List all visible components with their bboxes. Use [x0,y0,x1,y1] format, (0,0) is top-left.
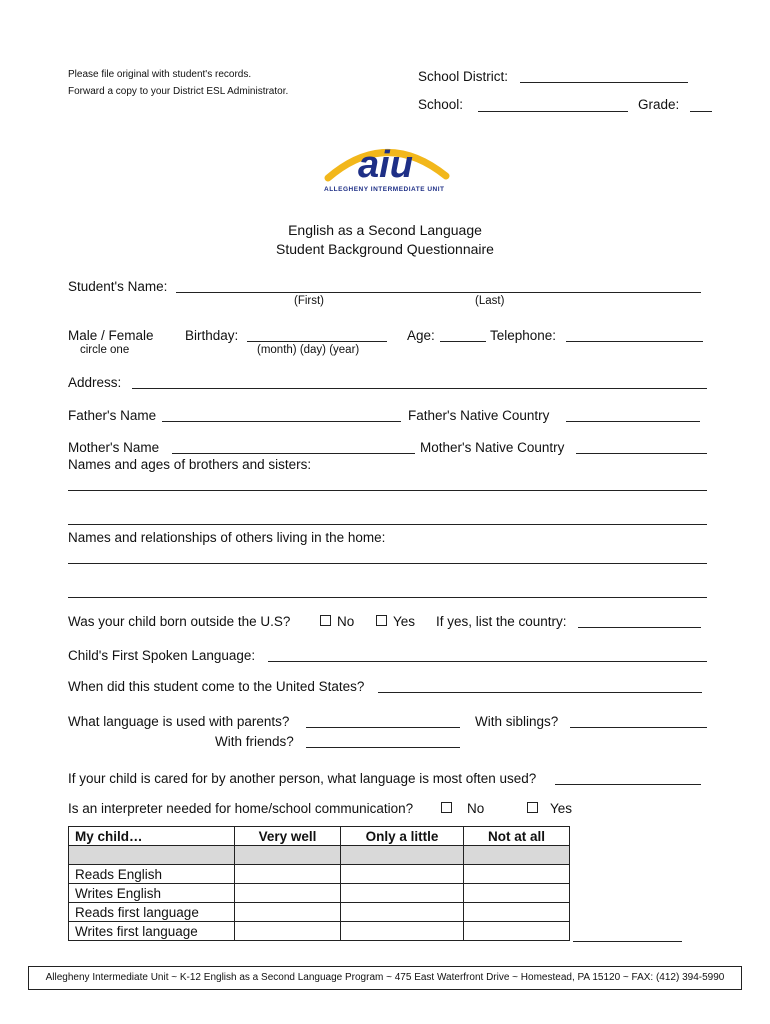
row-label: Reads first language [69,903,235,922]
table-row [69,865,570,884]
table-header-row [69,827,570,846]
born-outside-yes[interactable] [376,614,415,629]
table-cell[interactable] [464,903,570,922]
no-label: No [337,614,355,629]
table-cell[interactable] [464,884,570,903]
first-name-hint: (First) [294,295,325,307]
table-cell[interactable] [235,884,341,903]
father-country-label: Father's Native Country [408,408,550,423]
school-label: School: [418,97,464,112]
first-language-label: Child's First Spoken Language: [68,648,256,663]
address-label: Address: [68,375,122,390]
student-name-field[interactable] [176,292,701,293]
interpreter-yes[interactable] [527,801,572,816]
age-label: Age: [407,328,435,343]
caretaker-language-field[interactable] [555,784,701,785]
table-cell[interactable] [235,903,341,922]
checkbox-icon[interactable] [527,802,538,813]
grade-field[interactable] [690,111,712,112]
if-yes-country-label: If yes, list the country: [436,614,567,629]
telephone-field[interactable] [566,341,703,342]
siblings-field-1[interactable] [68,490,707,491]
birthday-label: Birthday: [185,328,239,343]
table-row [69,884,570,903]
address-field[interactable] [132,388,707,389]
footer-address: Allegheny Intermediate Unit ~ K-12 English as a Second Language Program ~ 475 East Waterfront Drive ~ Homestead, PA 15120 ~ FAX: (412) 394-5990 [28,966,742,990]
table-cell[interactable] [341,884,464,903]
checkbox-icon[interactable] [441,802,452,813]
arrival-field[interactable] [378,692,702,693]
siblings-label: Names and ages of brothers and sisters: [68,457,312,472]
table-cell[interactable] [235,922,341,941]
father-country-field[interactable] [566,421,700,422]
mother-name-label: Mother's Name [68,440,160,455]
siblings-language-field[interactable] [570,727,707,728]
telephone-label: Telephone: [490,328,557,343]
table-row [69,922,570,941]
table-cell[interactable] [341,903,464,922]
table-trailing-line [573,941,682,942]
yes-label: Yes [393,614,416,629]
no-label: No [467,801,485,816]
column-header: Only a little [341,827,464,846]
age-field[interactable] [440,341,486,342]
others-field-2[interactable] [68,597,707,598]
table-cell[interactable] [341,922,464,941]
row-label: Writes English [69,884,235,903]
mother-name-field[interactable] [172,453,415,454]
row-label: Reads English [69,865,235,884]
interpreter-no[interactable] [441,801,484,816]
mother-country-label: Mother's Native Country [420,440,565,455]
table-cell[interactable] [341,865,464,884]
table-row [69,903,570,922]
circle-one-hint: circle one [80,344,130,356]
born-outside-no[interactable] [320,614,354,629]
father-name-label: Father's Name [68,408,157,423]
table-cell[interactable] [235,865,341,884]
first-language-field[interactable] [268,661,707,662]
birthday-field[interactable] [247,341,387,342]
school-field[interactable] [478,111,628,112]
forward-note: Forward a copy to your District ESL Administrator. [68,86,289,97]
checkbox-icon[interactable] [320,615,331,626]
school-district-label: School District: [418,69,509,84]
student-name-label: Student's Name: [68,279,168,294]
form-title-line1: English as a Second Language [288,222,482,238]
friends-language-label: With friends? [215,734,294,749]
others-field-1[interactable] [68,563,707,564]
column-header: My child… [69,827,235,846]
siblings-language-label: With siblings? [475,714,559,729]
logo-text: aiu [358,144,413,186]
interpreter-label: Is an interpreter needed for home/school communication? [68,801,414,816]
mother-country-field[interactable] [576,453,707,454]
yes-label: Yes [550,801,573,816]
logo-subtitle: ALLEGHENY INTERMEDIATE UNIT [324,186,445,193]
aiu-logo [318,136,454,198]
arrival-label: When did this student come to the United States? [68,679,365,694]
grade-label: Grade: [638,97,680,112]
checkbox-icon[interactable] [376,615,387,626]
father-name-field[interactable] [162,421,401,422]
column-header: Very well [235,827,341,846]
table-row [69,846,570,865]
table-cell[interactable] [464,865,570,884]
others-label: Names and relationships of others living in the home: [68,530,386,545]
born-outside-label: Was your child born outside the U.S? [68,614,291,629]
caretaker-language-label: If your child is cared for by another person, what language is most often used? [68,771,537,786]
parents-language-field[interactable] [306,727,460,728]
birth-country-field[interactable] [578,627,701,628]
last-name-hint: (Last) [475,295,505,307]
table-cell[interactable] [464,922,570,941]
form-title-line2: Student Background Questionnaire [276,241,494,257]
siblings-field-2[interactable] [68,524,707,525]
parents-language-label: What language is used with parents? [68,714,290,729]
row-label: Writes first language [69,922,235,941]
birthday-hint: (month) (day) (year) [257,344,360,356]
column-header: Not at all [464,827,570,846]
gender-label[interactable]: Male / Female [68,328,154,343]
filing-note: Please file original with student's records. [68,69,252,80]
friends-language-field[interactable] [306,747,460,748]
language-skills-table [68,826,570,941]
school-district-field[interactable] [520,82,688,83]
